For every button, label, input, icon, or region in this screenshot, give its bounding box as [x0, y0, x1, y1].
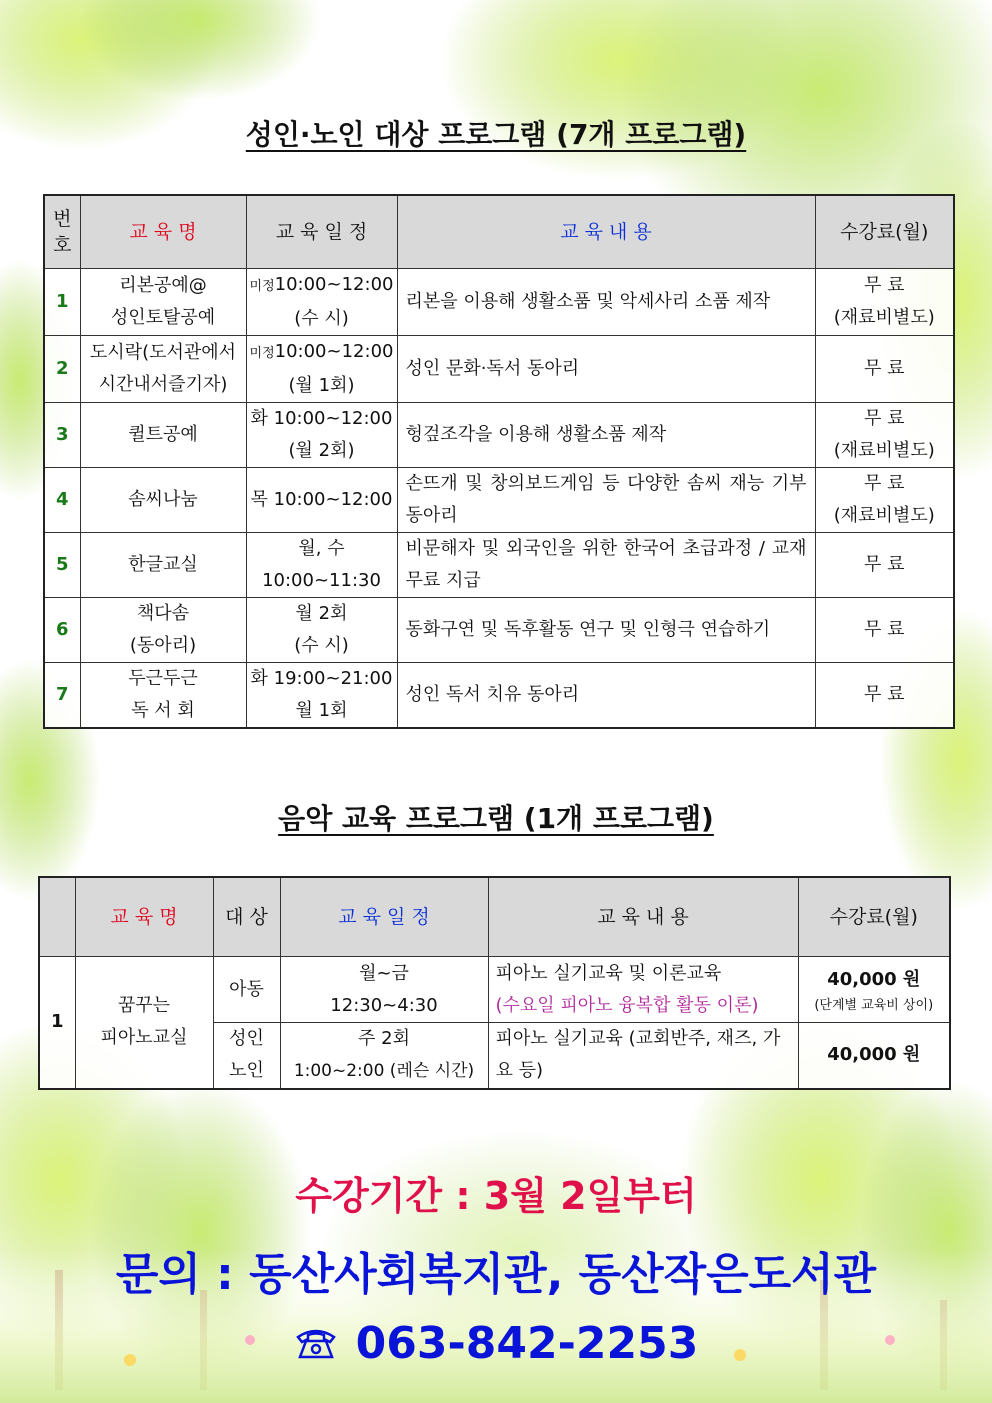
fee	[815, 663, 954, 729]
schedule-line2: 12:30~4:30	[330, 994, 438, 1016]
fee-amount: 무 료	[864, 358, 905, 379]
fee-amount: 무 료	[864, 408, 905, 429]
fee: 40,000 원	[798, 1023, 950, 1089]
schedule-line1	[247, 663, 397, 695]
table-header-row	[44, 195, 954, 269]
telephone-icon	[294, 1321, 338, 1372]
program-name-line2: (동아리)	[129, 635, 197, 656]
fee	[815, 336, 954, 403]
fee	[815, 598, 954, 663]
schedule-line1	[247, 533, 397, 565]
program-name	[80, 468, 246, 533]
row-number: 2	[44, 336, 80, 403]
fee	[815, 269, 954, 336]
schedule-time: 목 10:00~12:00	[250, 489, 393, 510]
program-name	[80, 269, 246, 336]
target: 아동	[213, 957, 280, 1023]
schedule	[246, 533, 397, 598]
content: 피아노 실기교육 (교회반주, 재즈, 가요 등)	[488, 1023, 798, 1089]
header-schedule: 교 육 일 정	[280, 877, 488, 957]
program-name	[80, 663, 246, 729]
content-note: (수요일 피아노 융복합 활동 이론)	[495, 994, 759, 1016]
fee-note: (단계별 교육비 상이)	[814, 997, 934, 1013]
table-row	[44, 269, 954, 336]
row-number: 3	[44, 403, 80, 468]
content: 동화구연 및 독후활동 연구 및 인형극 연습하기	[397, 598, 815, 663]
table-header-row	[39, 877, 950, 957]
schedule	[280, 957, 488, 1023]
content	[488, 957, 798, 1023]
row-number: 6	[44, 598, 80, 663]
table-row	[39, 957, 950, 1023]
header-schedule: 교 육 일 정	[246, 195, 397, 269]
schedule-line1	[247, 269, 397, 303]
schedule-line2: 10:00~11:30	[262, 570, 381, 591]
target	[213, 1023, 280, 1089]
schedule-line2: (월 1회)	[288, 375, 355, 396]
schedule	[280, 1023, 488, 1089]
fee-note: (재료비별도)	[833, 505, 935, 526]
header-name: 교 육 명	[75, 877, 213, 957]
schedule-time: 10:00~12:00	[274, 274, 394, 295]
phone-line	[0, 1318, 992, 1372]
header-content: 교 육 내 용	[488, 877, 798, 957]
schedule-line2: 1:00~2:00 (레슨 시간)	[293, 1061, 475, 1082]
fee-amount: 무 료	[864, 684, 905, 705]
schedule-line2: 월 1회	[295, 700, 348, 721]
schedule	[246, 269, 397, 336]
schedule	[246, 403, 397, 468]
header-fee: 수강료(월)	[798, 877, 950, 957]
schedule-time: 화 19:00~21:00	[250, 668, 393, 689]
schedule-line2: (수 시)	[294, 635, 349, 656]
fee-note: (재료비별도)	[833, 307, 935, 328]
section1-title: 성인·노인 대상 프로그램 (7개 프로그램)	[245, 118, 747, 151]
schedule-line2: (월 2회)	[288, 440, 355, 461]
schedule-line1: 월~금	[359, 962, 409, 984]
schedule-prefix: 미정	[249, 279, 275, 294]
fee-note: (재료비별도)	[833, 440, 935, 461]
header-number: 번호	[44, 195, 80, 269]
schedule	[246, 663, 397, 729]
schedule	[246, 598, 397, 663]
fee-amount: 무 료	[864, 275, 905, 296]
program-name-line1: 도시락(도서관에서	[89, 342, 237, 363]
table-row	[44, 403, 954, 468]
program-name-line1: 퀼트공예	[128, 424, 198, 445]
program-name	[75, 957, 213, 1089]
program-name	[80, 598, 246, 663]
program-name	[80, 403, 246, 468]
section2-title: 음악 교육 프로그램 (1개 프로그램)	[278, 802, 714, 835]
program-name-line2: 피아노교실	[100, 1027, 188, 1049]
target-line1: 성인	[229, 1028, 264, 1050]
inquiry-text: 문의 : 동산사회복지관, 동산작은도서관	[115, 1249, 877, 1300]
program-name-line1: 리본공예@	[119, 275, 207, 296]
content: 성인 독서 치유 동아리	[397, 663, 815, 729]
content-text: 피아노 실기교육 및 이론교육	[495, 962, 722, 984]
fee-amount: 무 료	[864, 554, 905, 575]
program-name-line1: 한글교실	[128, 554, 198, 575]
registration-period: 수강기간 : 3월 2일부터	[295, 1174, 697, 1218]
schedule-line2: (수 시)	[294, 308, 349, 329]
row-number: 1	[44, 269, 80, 336]
schedule-time: 10:00~12:00	[274, 341, 394, 362]
fee-amount: 무 료	[864, 473, 905, 494]
schedule-prefix: 미정	[249, 346, 275, 361]
header-fee: 수강료(월)	[815, 195, 954, 269]
row-number: 5	[44, 533, 80, 598]
schedule-line1	[247, 484, 397, 516]
schedule-time: 월 2회	[295, 603, 348, 624]
table-row	[44, 663, 954, 729]
schedule-line1	[247, 598, 397, 630]
content: 성인 문화·독서 동아리	[397, 336, 815, 403]
schedule	[246, 336, 397, 403]
program-name-line1: 두근두근	[128, 668, 198, 689]
program-name	[80, 336, 246, 403]
program-name-line1: 꿈꾸는	[117, 995, 171, 1017]
program-name	[80, 533, 246, 598]
fee-amount: 무 료	[864, 619, 905, 640]
music-program-table	[38, 876, 951, 1090]
header-target: 대 상	[213, 877, 280, 957]
fee	[815, 403, 954, 468]
program-name-line1: 솜씨나눔	[128, 489, 198, 510]
schedule-line1	[247, 336, 397, 370]
program-name-line2: 독 서 회	[131, 700, 195, 721]
target-line2: 노인	[229, 1060, 264, 1082]
table-row	[44, 533, 954, 598]
schedule-line1	[247, 403, 397, 435]
content: 헝겊조각을 이용해 생활소품 제작	[397, 403, 815, 468]
phone-number: 063-842-2253	[355, 1318, 699, 1369]
program-name-line1: 책다솜	[136, 603, 190, 624]
schedule-time: 월, 수	[298, 538, 345, 559]
fee	[815, 468, 954, 533]
content: 손뜨개 및 창의보드게임 등 다양한 솜씨 재능 기부 동아리	[397, 468, 815, 533]
fee	[798, 957, 950, 1023]
table-row	[44, 468, 954, 533]
schedule-time: 화 10:00~12:00	[250, 408, 393, 429]
row-number: 7	[44, 663, 80, 729]
program-name-line2: 성인토탈공예	[110, 307, 216, 328]
header-name: 교 육 명	[80, 195, 246, 269]
row-number: 4	[44, 468, 80, 533]
schedule	[246, 468, 397, 533]
adult-program-table	[43, 194, 955, 729]
table-row	[44, 336, 954, 403]
table-row	[44, 598, 954, 663]
schedule-line1: 주 2회	[358, 1028, 410, 1050]
header-number	[39, 877, 75, 957]
row-number: 1	[39, 957, 75, 1089]
fee	[815, 533, 954, 598]
header-content: 교 육 내 용	[397, 195, 815, 269]
program-name-line2: 시간내서즐기자)	[98, 374, 228, 395]
content: 리본을 이용해 생활소품 및 악세사리 소품 제작	[397, 269, 815, 336]
content: 비문해자 및 외국인을 위한 한국어 초급과정 / 교재 무료 지급	[397, 533, 815, 598]
fee-amount: 40,000 원	[827, 968, 921, 990]
